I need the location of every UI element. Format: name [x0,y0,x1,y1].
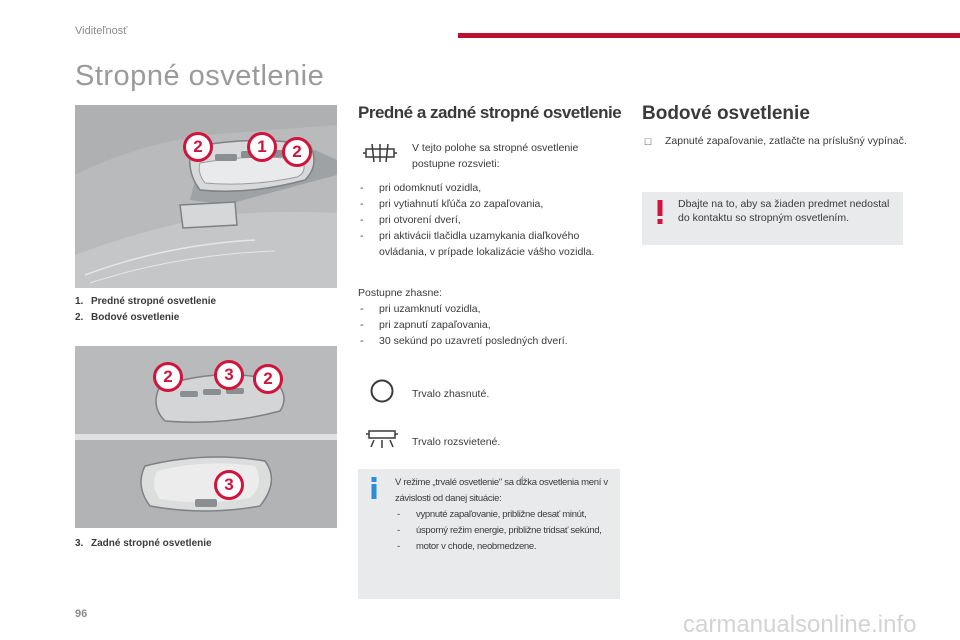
section-label: Viditeľnosť [75,25,128,37]
figure1-caption-1: 1. Predné stropné osvetlenie [75,296,217,307]
rear-ceiling-light-photo [75,346,337,528]
spot-instruction: ☐ Zapnuté zapaľovanie, zatlačte na príslušný vypínač. [642,133,907,149]
header-rule [458,33,960,38]
on-conditions-list [358,180,623,260]
list-item: - pri otvorení dverí, [358,212,623,228]
callout-badge: 2 [282,137,312,167]
info-icon [369,477,379,499]
list-item: - 30 sekúnd po uzavretí posledných dverí. [358,333,623,349]
checkbox-bullet-icon: ☐ [644,137,653,147]
page-number: 96 [75,608,88,620]
spot-heading: Bodové osvetlenie [642,103,810,124]
list-item: - vypnuté zapaľovanie, približne desať minút, [395,507,617,523]
on-mode-text: Trvalo rozsvietené. [412,436,501,448]
door-mode-text: V tejto polohe sa stropné osvetlenie postupne rozsvieti: [412,142,579,170]
callout-badge: 1 [247,132,277,162]
watermark: carmanualsonline.info [683,611,917,638]
off-mode-text: Trvalo zhasnuté. [412,388,490,400]
door-mode-icon [362,142,398,169]
list-item: - pri vytiahnutí kľúča zo zapaľovania, [358,196,623,212]
on-mode-icon [364,426,400,455]
info-note-box [358,469,620,599]
warning-icon [657,200,663,224]
front-ceiling-light-illustration [75,105,337,288]
list-item: - motor v chode, neobmedzene. [395,539,617,555]
callout-badge: 2 [183,132,213,162]
list-item: - pri uzamknutí vozidla, [358,301,623,317]
warning-note-box [642,192,903,245]
callout-badge: 3 [214,470,244,500]
info-note-text: V režime „trvalé osvetlenie" sa dĺžka osvetlenia mení v závislosti od danej situácie: - vypnuté zapaľovanie, približne desať minút, - úsporný režim energie, približne tridsať sekúnd, - motor v chode, neobmedzene. [395,475,617,555]
list-item: - úsporný režim energie, približne tridsať sekúnd, [395,523,617,539]
callout-badge: 2 [253,364,283,394]
figure2-caption: 3. Zadné stropné osvetlenie [75,538,212,549]
figure1-caption-2: 2. Bodové osvetlenie [75,312,180,323]
list-item: - pri zapnutí zapaľovania, [358,317,623,333]
list-item: - pri aktivácii tlačidla uzamykania diaľkového ovládania, v prípade lokalizácie vášho vozidla. [358,228,623,260]
off-intro: Postupne zhasne: [358,287,443,299]
callout-badge: 2 [153,362,183,392]
page-title: Stropné osvetlenie [75,60,325,92]
off-conditions-list [358,301,623,349]
rear-ceiling-light-illustration [75,346,337,528]
off-mode-icon [369,378,395,409]
front-ceiling-light-photo [75,105,337,288]
callout-badge: 3 [214,360,244,390]
front-rear-heading: Predné a zadné stropné osvetlenie [358,103,622,122]
warning-text: Dbajte na to, aby sa žiaden predmet nedostal do kontaktu so stropným osvetlením. [678,198,890,224]
list-item: - pri odomknutí vozidla, [358,180,623,196]
